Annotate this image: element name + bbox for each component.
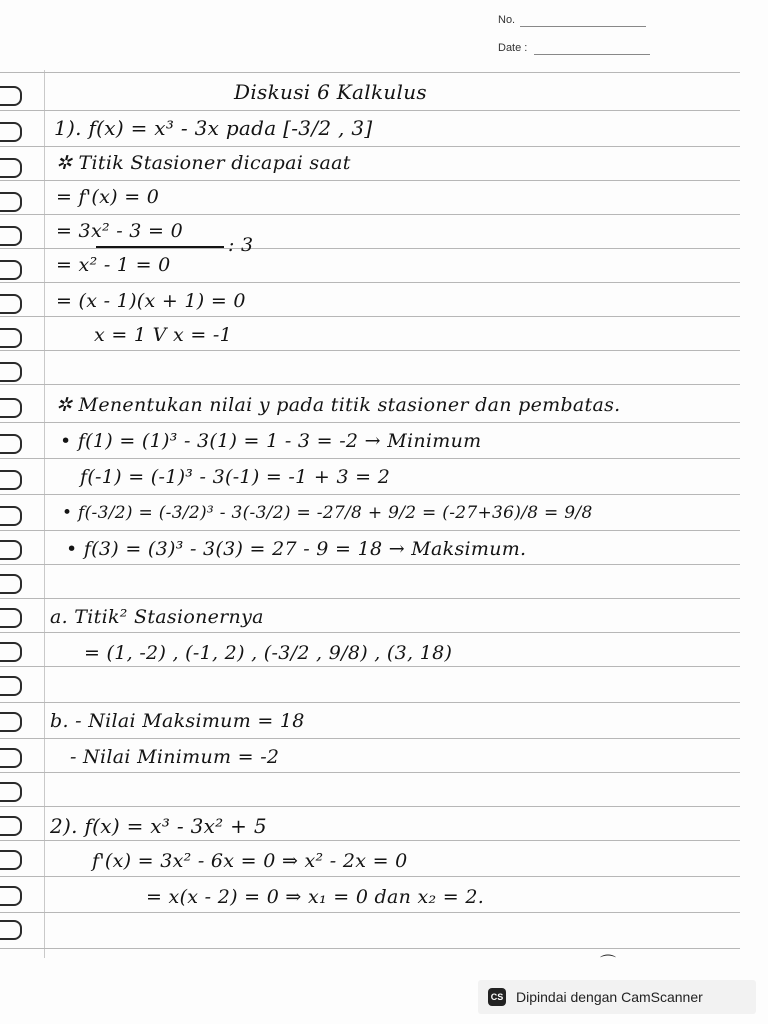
binder-ring-icon (0, 434, 22, 454)
number-label: No. (498, 14, 516, 26)
f-of-1: • f(1) = (1)³ - 3(1) = 1 - 3 = -2 → Minimum (60, 430, 482, 452)
equation-step-1: = 3x² - 3 = 0 (56, 220, 183, 242)
f-of-3: • f(3) = (3)³ - 3(3) = 27 - 9 = 18 → Maksimum. (66, 538, 527, 560)
equation-step-2: = x² - 1 = 0 (56, 254, 171, 276)
page-title: Diskusi 6 Kalkulus (234, 80, 427, 104)
ruled-line (0, 458, 740, 459)
factored-equation: = (x - 1)(x + 1) = 0 (56, 290, 246, 312)
ruled-line (0, 840, 740, 841)
binder-ring-icon (0, 748, 22, 768)
ruled-line (0, 422, 740, 423)
binder-ring-icon (0, 158, 22, 178)
binder-ring-icon (0, 642, 22, 662)
ruled-line (0, 912, 740, 913)
binder-ring-icon (0, 920, 22, 940)
ruled-line (0, 564, 740, 565)
problem-2-derivative: f'(x) = 3x² - 6x = 0 ⇒ x² - 2x = 0 (92, 850, 408, 872)
binder-ring-icon (0, 608, 22, 628)
date-line (534, 54, 650, 55)
stationary-condition-heading: ✲ Titik Stasioner dicapai saat (56, 152, 351, 174)
divide-by-three: : 3 (228, 234, 254, 256)
problem-2-function: 2). f(x) = x³ - 3x² + 5 (50, 814, 267, 838)
binder-ring-icon (0, 470, 22, 490)
binder-ring-icon (0, 506, 22, 526)
ruled-line (0, 702, 740, 703)
roots: x = 1 V x = -1 (94, 324, 233, 346)
binder-ring-icon (0, 260, 22, 280)
binder-ring-icon (0, 850, 22, 870)
part-a-label: a. Titik² Stasionernya (50, 606, 264, 628)
binder-ring-icon (0, 540, 22, 560)
binder-ring-icon (0, 86, 22, 106)
binder-ring-icon (0, 192, 22, 212)
binder-ring-icon (0, 328, 22, 348)
ruled-line (0, 632, 740, 633)
ruled-line (0, 72, 740, 73)
ruled-line (0, 146, 740, 147)
derivative-equation: = f'(x) = 0 (56, 186, 160, 208)
division-bar (96, 246, 224, 248)
binder-ring-icon (0, 122, 22, 142)
binder-ring-icon (0, 574, 22, 594)
binder-ring-icon (0, 226, 22, 246)
binder-ring-icon (0, 712, 22, 732)
pen-scribble-icon: ⌒ (600, 953, 617, 972)
binder-ring-icon (0, 782, 22, 802)
camscanner-logo-icon: CS (488, 988, 506, 1006)
binder-ring-icon (0, 362, 22, 382)
ruled-line (0, 316, 740, 317)
margin-line (44, 70, 45, 958)
problem-1-function: 1). f(x) = x³ - 3x pada [-3/2 , 3] (54, 116, 373, 140)
ruled-line (0, 598, 740, 599)
f-of-minus-three-halves: • f(-3/2) = (-3/2)³ - 3(-3/2) = -27/8 + 9/2 = (-27+36)/8 = 9/8 (62, 503, 593, 523)
ruled-line (0, 948, 740, 949)
number-line (520, 26, 646, 27)
binder-ring-icon (0, 294, 22, 314)
ruled-line (0, 806, 740, 807)
max-value: b. - Nilai Maksimum = 18 (50, 710, 305, 732)
ruled-line (0, 282, 740, 283)
ruled-line (0, 384, 740, 385)
camscanner-watermark (478, 980, 756, 1014)
ruled-line (0, 494, 740, 495)
stationary-points: = (1, -2) , (-1, 2) , (-3/2 , 9/8) , (3, 18) (84, 642, 453, 664)
min-value: - Nilai Minimum = -2 (70, 746, 280, 768)
ruled-line (0, 666, 740, 667)
ruled-line (0, 214, 740, 215)
problem-2-roots: = x(x - 2) = 0 ⇒ x₁ = 0 dan x₂ = 2. (146, 886, 485, 908)
ruled-line (0, 772, 740, 773)
ruled-line (0, 876, 740, 877)
ruled-line (0, 110, 740, 111)
binder-ring-icon (0, 886, 22, 906)
date-label: Date : (498, 42, 528, 54)
binder-ring-icon (0, 398, 22, 418)
f-of-minus-1: f(-1) = (-1)³ - 3(-1) = -1 + 3 = 2 (80, 466, 391, 488)
y-value-heading: ✲ Menentukan nilai y pada titik stasioner dan pembatas. (56, 394, 621, 416)
ruled-line (0, 530, 740, 531)
ruled-line (0, 350, 740, 351)
ruled-line (0, 738, 740, 739)
camscanner-text: Dipindai dengan CamScanner (516, 989, 703, 1005)
ruled-line (0, 180, 740, 181)
ruled-line (0, 248, 740, 249)
binder-ring-icon (0, 676, 22, 696)
binder-ring-icon (0, 816, 22, 836)
